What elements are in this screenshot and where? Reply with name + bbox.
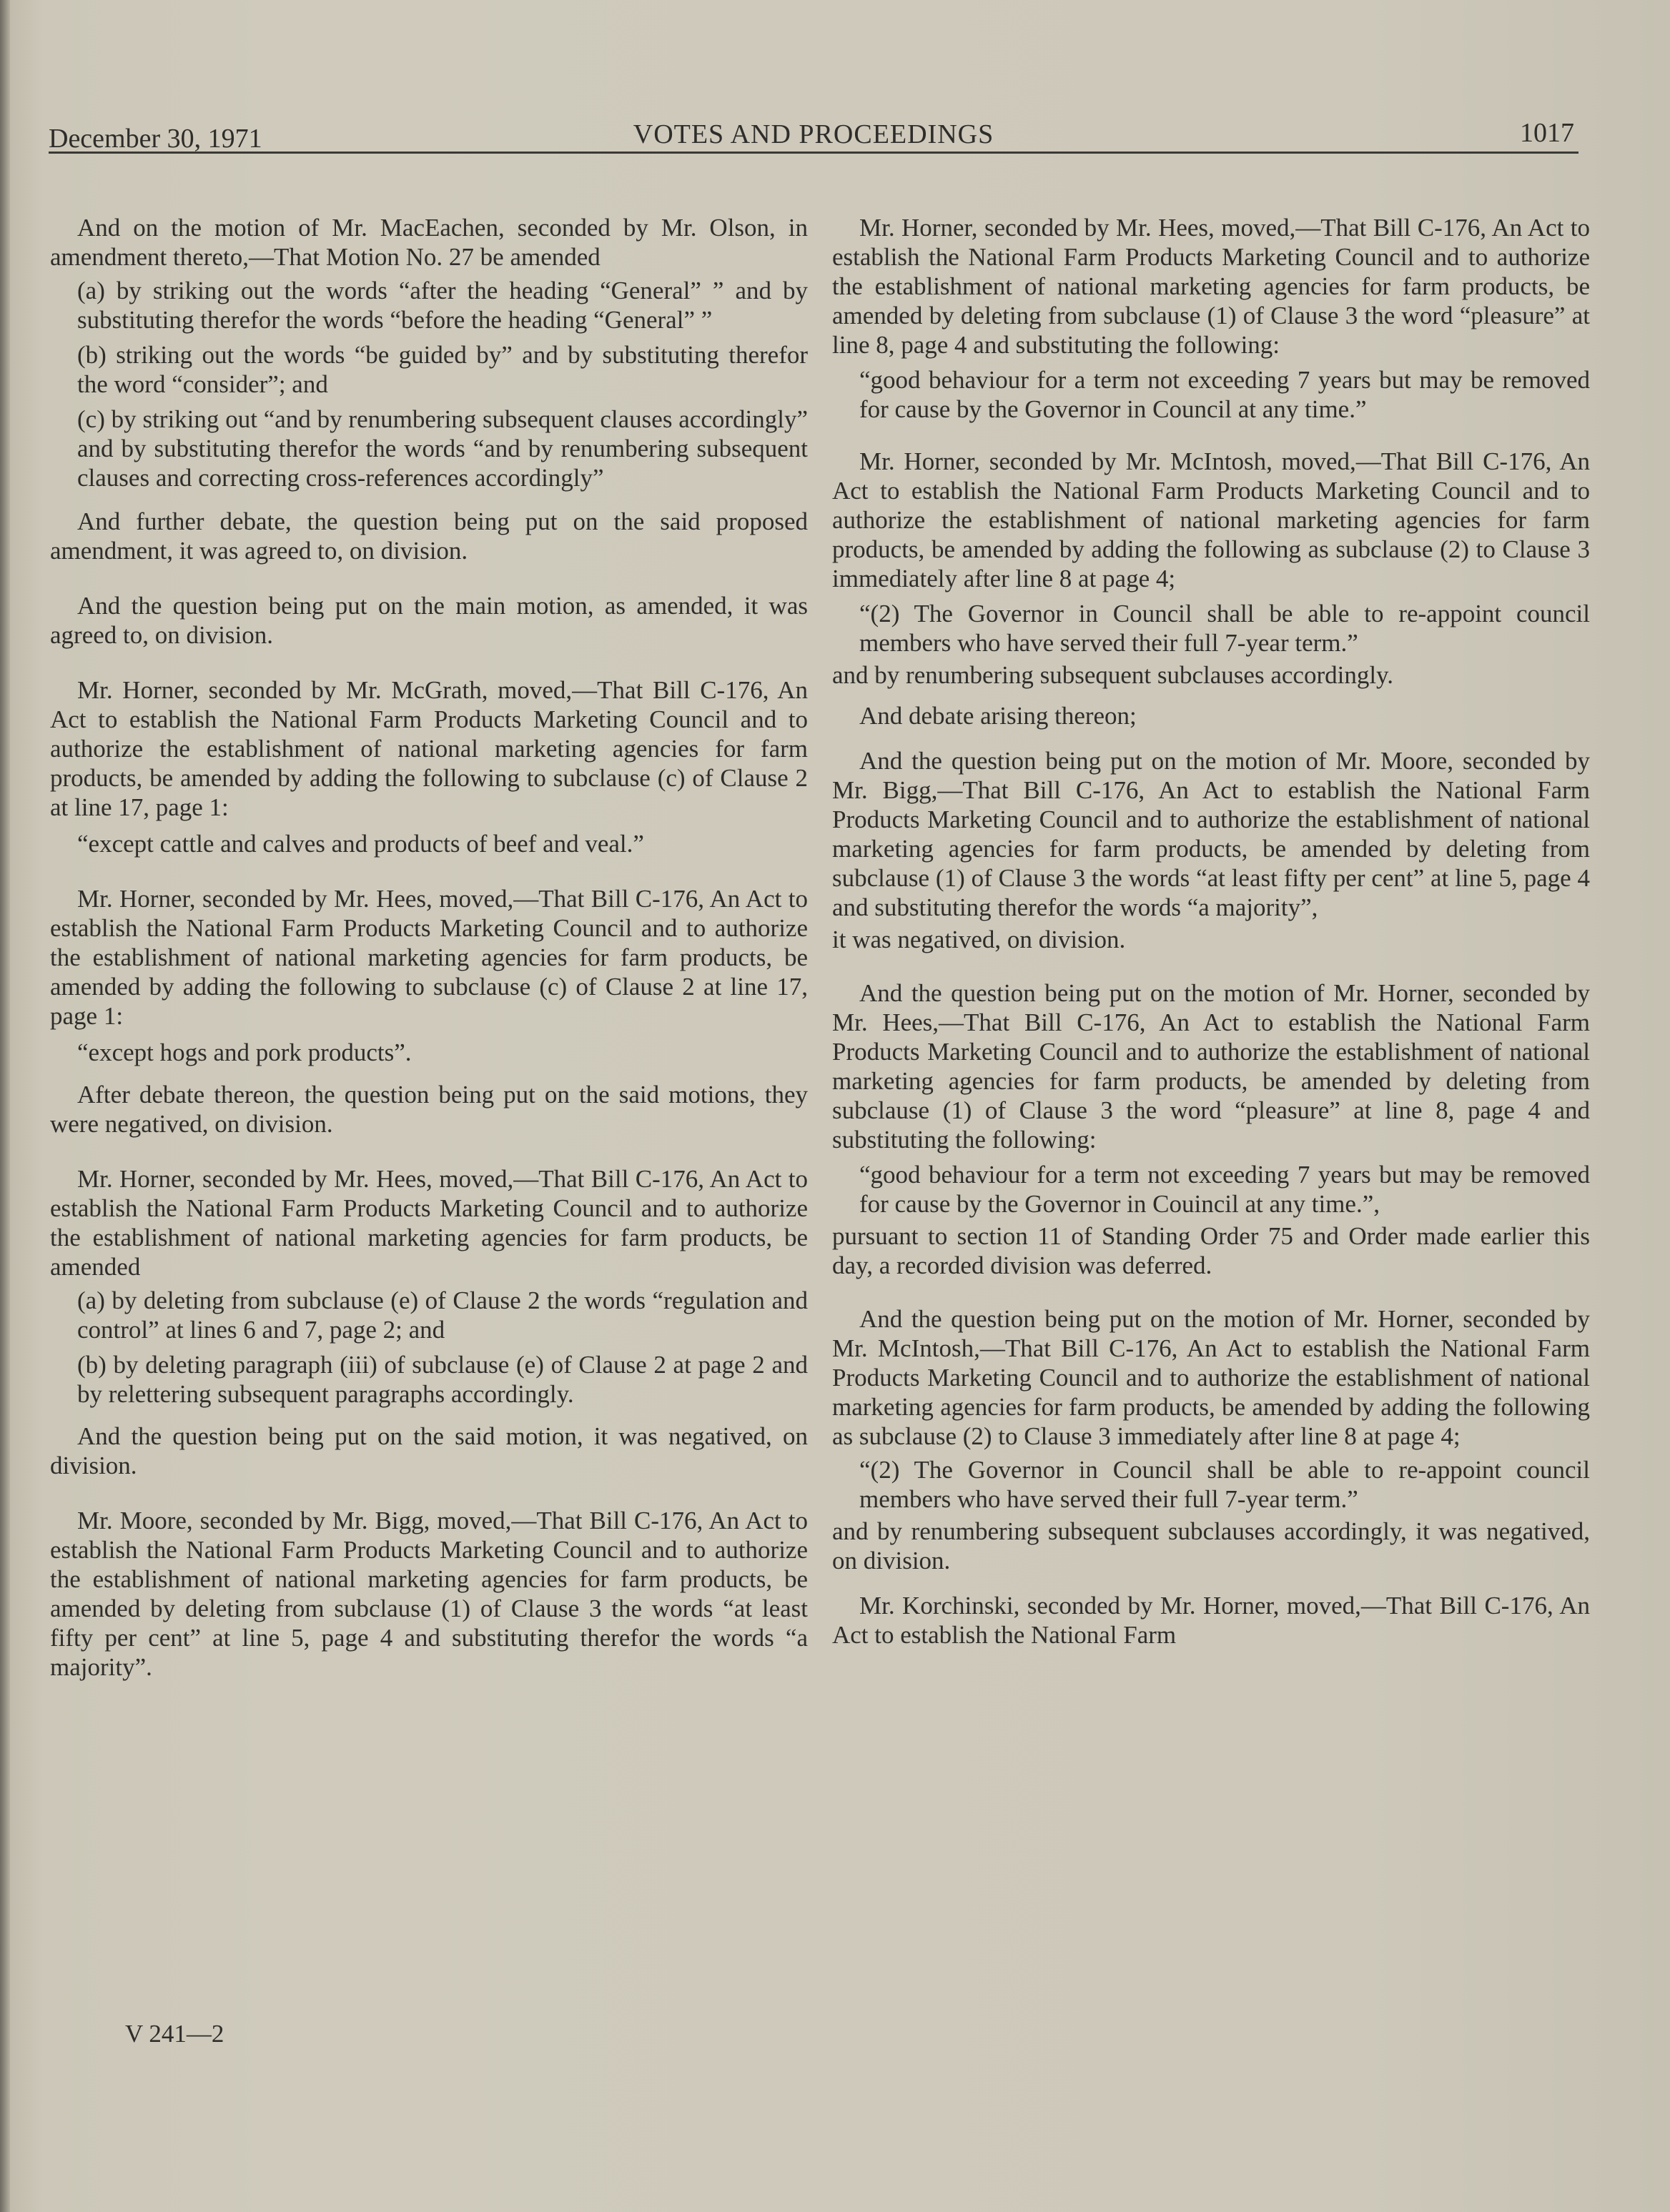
header-date: December 30, 1971 bbox=[49, 124, 262, 154]
paragraph: Mr. Korchinski, seconded by Mr. Horner, moved,—That Bill C-176, An Act to establish the National Farm bbox=[832, 1592, 1590, 1649]
paragraph: and by renumbering subsequent subclauses accordingly, it was negatived, on division. bbox=[832, 1517, 1590, 1574]
quoted-clause: (c) by striking out “and by renumbering subsequent clauses accordingly” and by substituting therefor the words “and by renumbering subsequent clauses and correcting cross-references accordingly” bbox=[77, 405, 808, 492]
paragraph: And the question being put on the motion of Mr. Horner, seconded by Mr. McIntosh,—That Bill C-176, An Act to establish the National Farm Products Marketing Council and to authorize the establishment of national marketing agencies for farm products, be amended by adding the following as subclause (2) to Clause 3 immediately after line 8 at page 4; bbox=[832, 1305, 1590, 1450]
paragraph: Mr. Moore, seconded by Mr. Bigg, moved,—That Bill C-176, An Act to establish the National Farm Products Marketing Council and to authorize the establishment of national marketing agencies for farm products, be amended by deleting from subclause (1) of Clause 3 the words “at least fifty per cent” at line 5, page 4 and substituting therefor the words “a majority”. bbox=[50, 1507, 808, 1681]
paragraph: Mr. Horner, seconded by Mr. Hees, moved,—That Bill C-176, An Act to establish the National Farm Products Marketing Council and to authorize the establishment of national marketing agencies for farm products, be amended by deleting from subclause (1) of Clause 3 the word “pleasure” at line 8, page 4 and substituting the following: bbox=[832, 214, 1590, 359]
quoted-clause: “except cattle and calves and products of beef and veal.” bbox=[77, 830, 644, 858]
paragraph: pursuant to section 11 of Standing Order 75 and Order made earlier this day, a recorded division was deferred. bbox=[832, 1222, 1590, 1279]
page-edge-shadow bbox=[0, 0, 10, 2212]
quoted-clause: “(2) The Governor in Council shall be able to re-appoint council members who have served their full 7-year term.” bbox=[859, 1456, 1590, 1513]
paragraph: And debate arising thereon; bbox=[859, 702, 1137, 730]
paragraph: Mr. Horner, seconded by Mr. Hees, moved,—That Bill C-176, An Act to establish the National Farm Products Marketing Council and to authorize the establishment of national marketing agencies for farm products, be amended bbox=[50, 1165, 808, 1281]
right-column bbox=[832, 213, 1590, 1650]
paragraph: and by renumbering subsequent subclauses accordingly. bbox=[832, 661, 1394, 689]
paragraph: Mr. Horner, seconded by Mr. McIntosh, moved,—That Bill C-176, An Act to establish the National Farm Products Marketing Council and to authorize the establishment of national marketing agencies for farm products, be amended by adding the following as subclause (2) to Clause 3 immediately after line 8 at page 4; bbox=[832, 447, 1590, 592]
quoted-clause: “(2) The Governor in Council shall be able to re-appoint council members who have served their full 7-year term.” bbox=[859, 600, 1590, 657]
quoted-clause: “good behaviour for a term not exceeding 7 years but may be removed for cause by the Governor in Couincil at any time.”, bbox=[859, 1161, 1590, 1218]
left-column bbox=[50, 213, 808, 1682]
paragraph: Mr. Horner, seconded by Mr. McGrath, moved,—That Bill C-176, An Act to establish the National Farm Products Marketing Council and to authorize the establishment of national marketing agencies for farm products, be amended by adding the following to subclause (c) of Clause 2 at line 17, page 1: bbox=[50, 676, 808, 821]
paragraph: And on the motion of Mr. MacEachen, seconded by Mr. Olson, in amendment thereto,—That Motion No. 27 be amended bbox=[50, 214, 808, 271]
quoted-clause: “good behaviour for a term not exceeding 7 years but may be removed for cause by the Governor in Council at any time.” bbox=[859, 366, 1590, 423]
quoted-clause: “except hogs and pork products”. bbox=[77, 1038, 412, 1066]
header-page-number: 1017 bbox=[1520, 118, 1574, 148]
paragraph: And further debate, the question being put on the said proposed amendment, it was agreed to, on division. bbox=[50, 507, 808, 565]
quoted-clause: (a) by deleting from subclause (e) of Clause 2 the words “regulation and control” at lines 6 and 7, page 2; and bbox=[77, 1286, 808, 1344]
paragraph: Mr. Horner, seconded by Mr. Hees, moved,—That Bill C-176, An Act to establish the National Farm Products Marketing Council and to authorize the establishment of national marketing agencies for farm products, be amended by adding the following to subclause (c) of Clause 2 at line 17, page 1: bbox=[50, 885, 808, 1030]
running-header bbox=[49, 116, 1578, 154]
quoted-clause: (a) by striking out the words “after the heading “General” ” and by substituting therefor the words “before the heading “General” ” bbox=[77, 277, 808, 334]
paragraph: And the question being put on the motion of Mr. Moore, seconded by Mr. Bigg,—That Bill C-176, An Act to establish the National Farm Products Marketing Council and to authorize the establishment of national marketing agencies for farm products, be amended by deleting from subclause (1) of Clause 3 the words “at least fifty per cent” at line 5, page 4 and substituting therefor the words “a majority”, bbox=[832, 747, 1590, 921]
quoted-clause: (b) striking out the words “be guided by” and by substituting therefor the word “consider”; and bbox=[77, 341, 808, 398]
paragraph: And the question being put on the motion of Mr. Horner, seconded by Mr. Hees,—That Bill C-176, An Act to establish the National Farm Products Marketing Council and to authorize the establishment of national marketing agencies for farm products, be amended by deleting from subclause (1) of Clause 3 the word “pleasure” at line 8, page 4 and substituting the following: bbox=[832, 979, 1590, 1154]
paragraph: And the question being put on the main motion, as amended, it was agreed to, on division. bbox=[50, 592, 808, 649]
paragraph: it was negatived, on division. bbox=[832, 926, 1126, 953]
header-title: VOTES AND PROCEEDINGS bbox=[633, 119, 994, 149]
paragraph: And the question being put on the said motion, it was negatived, on division. bbox=[50, 1422, 808, 1479]
printer-signature: V 241—2 bbox=[125, 2020, 224, 2048]
paragraph: After debate thereon, the question being put on the said motions, they were negatived, on division. bbox=[50, 1081, 808, 1138]
quoted-clause: (b) by deleting paragraph (iii) of subclause (e) of Clause 2 at page 2 and by relettering subsequent paragraphs accordingly. bbox=[77, 1351, 808, 1408]
